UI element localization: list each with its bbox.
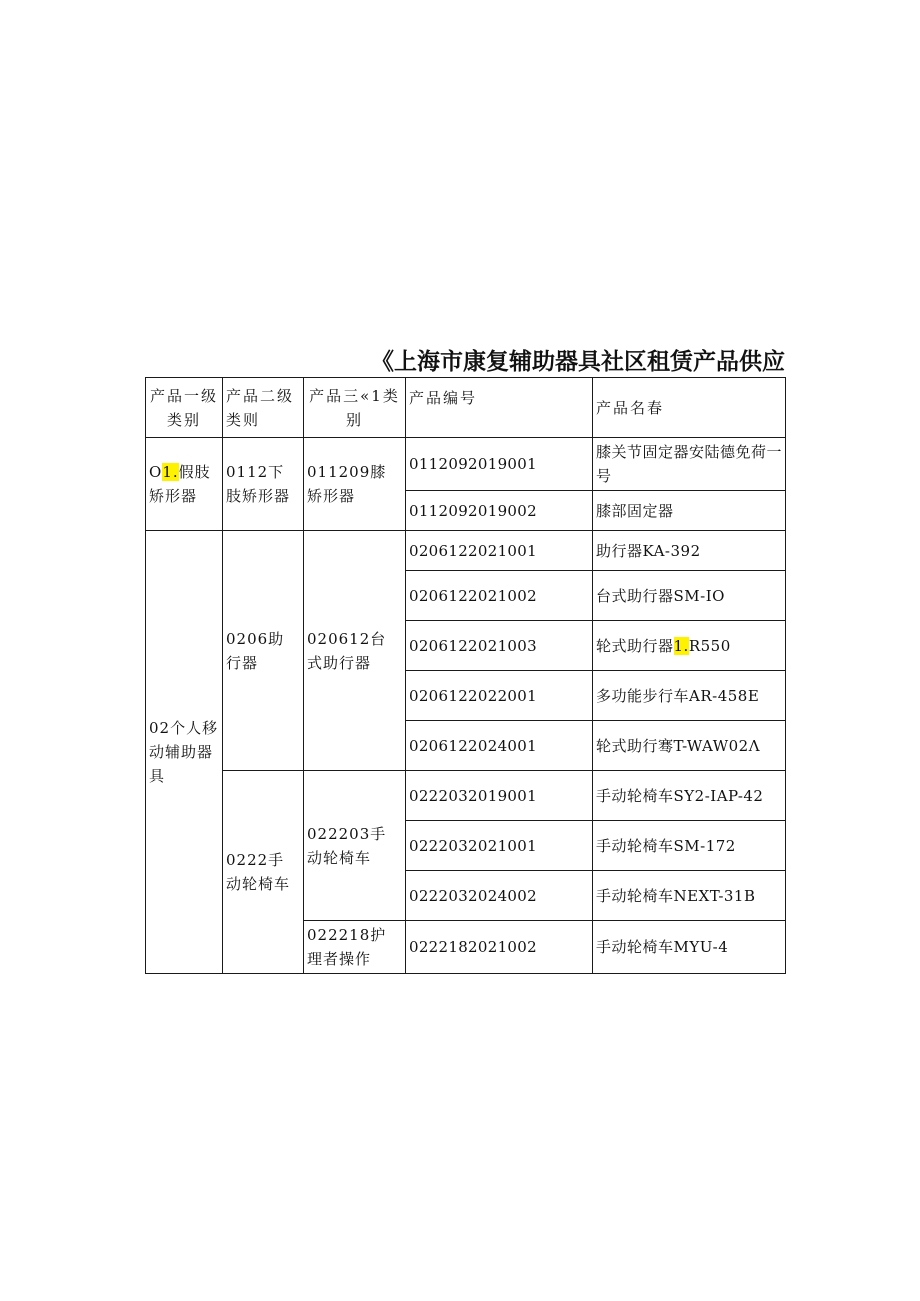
level2-category-cell: 0206助行器 [223, 531, 304, 771]
product-name: 手动轮椅车SY2-IAP-42 [593, 771, 786, 821]
product-code: 0112092019002 [406, 491, 593, 531]
table-row [146, 531, 786, 571]
level3-category-cell: 011209膝矫形器 [304, 438, 406, 531]
product-code: 0222182021002 [406, 921, 593, 974]
product-code: 0222032024002 [406, 871, 593, 921]
product-code: 0222032021001 [406, 821, 593, 871]
level3-category-cell: 022203手动轮椅车 [304, 771, 406, 921]
highlight-mark: 1. [673, 636, 689, 655]
product-name: 手动轮椅车NEXT-31B [593, 871, 786, 921]
product-code: 0206122021001 [406, 531, 593, 571]
product-code: 0206122022001 [406, 671, 593, 721]
table-row [146, 771, 786, 821]
level3-category-cell: 022218护理者操作 [304, 921, 406, 974]
header-level3-category: 产品三«1类别 [304, 378, 406, 438]
page-title: 《上海市康复辅助器具社区租赁产品供应 [371, 349, 785, 375]
product-name: 膝部固定器 [593, 491, 786, 531]
product-name: 台式助行器SM-IO [593, 571, 786, 621]
product-code: 0222032019001 [406, 771, 593, 821]
product-name: 膝关节固定器安陆德免荷一号 [593, 438, 786, 491]
product-code: 0206122021003 [406, 621, 593, 671]
header-product-code: 产品编号 [406, 378, 593, 438]
highlight-mark: 1. [162, 463, 179, 481]
table-row [146, 438, 786, 491]
product-code: 0206122021002 [406, 571, 593, 621]
level1-category-cell: O1.假肢矫形器 [146, 438, 223, 531]
product-table [145, 377, 786, 974]
header-level2-category: 产品二级类则 [223, 378, 304, 438]
product-name: 多功能步行车AR-458E [593, 671, 786, 721]
product-code: 0206122024001 [406, 721, 593, 771]
level2-category-cell: 0222手动轮椅车 [223, 771, 304, 974]
product-name: 助行器KA-392 [593, 531, 786, 571]
product-name: 手动轮椅车MYU-4 [593, 921, 786, 974]
level3-category-cell: 020612台式助行器 [304, 531, 406, 771]
product-name: 轮式助行器1.R550 [593, 621, 786, 671]
header-level1-category: 产品一级类别 [146, 378, 223, 438]
product-code: 0112092019001 [406, 438, 593, 491]
header-product-name: 产品名春 [593, 378, 786, 438]
level2-category-cell: 0112下肢矫形器 [223, 438, 304, 531]
header-row [146, 378, 786, 438]
product-name: 轮式助行骞T-WAW02Λ [593, 721, 786, 771]
product-name: 手动轮椅车SM-172 [593, 821, 786, 871]
level1-category-cell: 02个人移动辅助器具 [146, 531, 223, 974]
